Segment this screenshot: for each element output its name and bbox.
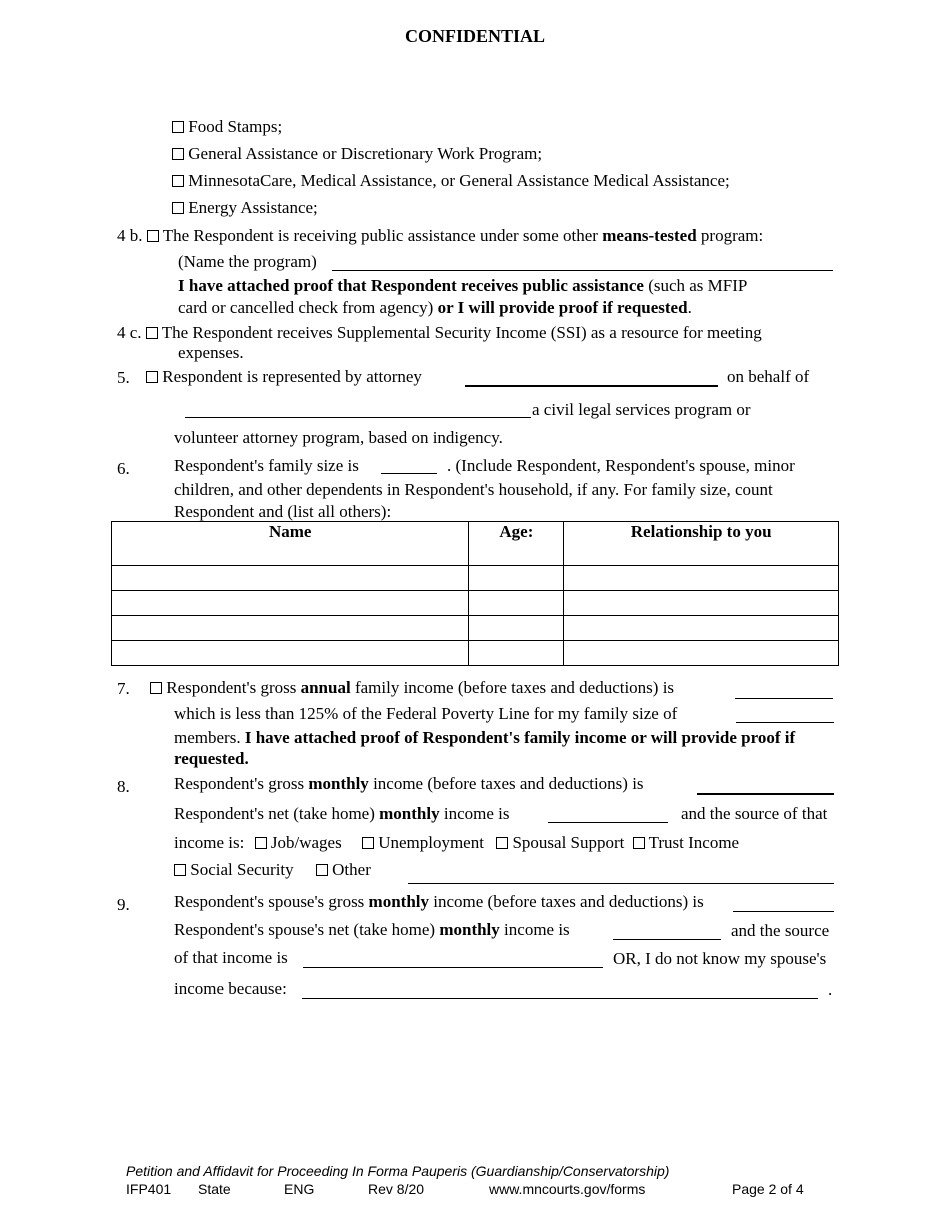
food-stamps-checkbox[interactable] <box>172 121 184 133</box>
item-7-number: 7. <box>117 679 130 698</box>
relationship-cell[interactable] <box>564 566 839 591</box>
page-title: CONFIDENTIAL <box>404 26 546 46</box>
item-8-bold: monthly <box>308 774 369 793</box>
spouse-income-source-field[interactable] <box>303 967 603 968</box>
food-stamps-label: Food Stamps; <box>188 117 283 136</box>
item-9-text3b: OR, I do not know my spouse's <box>613 949 827 968</box>
item-8-bold2: monthly <box>379 804 440 823</box>
general-assistance-option[interactable] <box>172 144 542 164</box>
age-cell[interactable] <box>469 616 564 641</box>
item-7-checkbox[interactable] <box>150 682 162 694</box>
spouse-net-income-field[interactable] <box>613 939 721 940</box>
medical-assistance-label: MinnesotaCare, Medical Assistance, or General Assistance Medical Assistance; <box>188 171 730 190</box>
relationship-cell[interactable] <box>564 616 839 641</box>
proof-end: . <box>687 298 692 317</box>
name-column-header: Name <box>112 522 469 566</box>
proof-bold2-text: or I will provide proof if requested <box>437 298 688 317</box>
family-size-field[interactable] <box>381 473 437 474</box>
item-5-checkbox[interactable] <box>146 371 158 383</box>
other-label: Other <box>332 860 371 879</box>
item-6-line2: children, and other dependents in Respondent's household, if any. For family size, count <box>174 480 773 499</box>
other-source-field[interactable] <box>408 883 834 884</box>
footer-title: Petition and Affidavit for Proceeding In Forma Pauperis (Guardianship/Conservatorship) <box>126 1163 670 1179</box>
food-stamps-option[interactable] <box>172 117 282 137</box>
item-9-number: 9. <box>117 895 130 914</box>
proof-line2-text: card or cancelled check from agency) <box>178 298 438 317</box>
other-checkbox[interactable] <box>316 864 328 876</box>
item-4b-checkbox[interactable] <box>147 230 159 242</box>
item-6-line3: Respondent and (list all others): <box>174 502 392 521</box>
item-8-line1 <box>174 774 644 794</box>
net-monthly-income-field[interactable] <box>548 822 668 823</box>
item-4b-number: 4 b. <box>117 226 143 245</box>
age-cell[interactable] <box>469 591 564 616</box>
item-9-text2b: income is <box>499 920 570 939</box>
item-8-text2b: income is <box>439 804 510 823</box>
age-cell[interactable] <box>469 641 564 666</box>
income-source-row2 <box>174 860 371 880</box>
on-behalf-of-text: on behalf of <box>727 367 810 386</box>
energy-assistance-option[interactable] <box>172 198 318 218</box>
name-cell[interactable] <box>112 591 469 616</box>
program-name-label: (Name the program) <box>178 252 317 271</box>
item-4c-line1 <box>117 323 762 343</box>
item-4c-line2: expenses. <box>178 343 244 362</box>
name-cell[interactable] <box>112 566 469 591</box>
footer-state: State <box>198 1181 231 1197</box>
item-4b-text-end: program: <box>696 226 764 245</box>
age-column-header: Age: <box>469 522 564 566</box>
name-cell[interactable] <box>112 616 469 641</box>
item-8-text1a: Respondent's gross <box>174 774 309 793</box>
item-6-number: 6. <box>117 459 130 478</box>
item-7-line4 <box>174 749 249 769</box>
relationship-column-header: Relationship to you <box>564 522 839 566</box>
item-4b-line1 <box>117 226 763 246</box>
trust-income-label: Trust Income <box>648 833 740 852</box>
trust-income-checkbox[interactable] <box>633 837 645 849</box>
unemployment-checkbox[interactable] <box>362 837 374 849</box>
proof-text: (such as MFIP <box>643 276 748 295</box>
item-9-bold2: monthly <box>439 920 500 939</box>
table-row <box>112 641 839 666</box>
item-9-period: . <box>828 980 833 999</box>
item-7-bold2: I have attached proof of Respondent's family income or will provide proof if <box>244 728 796 747</box>
income-source-row1 <box>174 833 739 853</box>
item-9-line2 <box>174 920 570 940</box>
spousal-support-label: Spousal Support <box>512 833 625 852</box>
family-members-table <box>111 521 839 666</box>
general-assistance-checkbox[interactable] <box>172 148 184 160</box>
item-4b-text: The Respondent is receiving public assistance under some other <box>162 226 603 245</box>
medical-assistance-option[interactable] <box>172 171 730 191</box>
item-5-number: 5. <box>117 368 130 387</box>
item-4b-bold: means-tested <box>602 226 697 245</box>
item-8-text2a: Respondent's net (take home) <box>174 804 380 823</box>
gross-monthly-income-field[interactable] <box>697 793 834 795</box>
social-security-label: Social Security <box>190 860 294 879</box>
item-7-bold3: requested. <box>174 749 249 768</box>
poverty-family-size-field[interactable] <box>736 722 834 723</box>
footer-language: ENG <box>284 1181 315 1197</box>
item-4c-number: 4 c. <box>117 323 142 342</box>
general-assistance-label: General Assistance or Discretionary Work Program; <box>188 144 543 163</box>
item-9-text3a: of that income is <box>174 948 288 967</box>
item-7-bold: annual <box>300 678 351 697</box>
job-wages-checkbox[interactable] <box>255 837 267 849</box>
energy-assistance-checkbox[interactable] <box>172 202 184 214</box>
legal-program-field[interactable] <box>185 417 531 418</box>
item-5-line3: volunteer attorney program, based on indigency. <box>174 428 503 447</box>
item-7-text1a: Respondent's gross <box>166 678 301 697</box>
item-7-line2: which is less than 125% of the Federal Poverty Line for my family size of <box>174 704 678 723</box>
name-cell[interactable] <box>112 641 469 666</box>
item-6-text1b: . (Include Respondent, Respondent's spouse, minor <box>447 456 795 475</box>
item-8-line2 <box>174 804 509 824</box>
spouse-gross-income-field[interactable] <box>733 911 834 912</box>
item-7-line1 <box>150 678 674 698</box>
item-4b-proof-line2 <box>178 298 692 318</box>
item-8-text1b: income (before taxes and deductions) is <box>368 774 644 793</box>
footer-revision: Rev 8/20 <box>368 1181 425 1197</box>
spousal-support-checkbox[interactable] <box>496 837 508 849</box>
item-8-number: 8. <box>117 777 130 796</box>
unemployment-label: Unemployment <box>378 833 484 852</box>
item-7-text3a: members. <box>174 728 245 747</box>
proof-bold-text: I have attached proof that Respondent receives public assistance <box>178 276 644 295</box>
item-7-text1b: family income (before taxes and deductions) is <box>350 678 675 697</box>
relationship-cell[interactable] <box>564 641 839 666</box>
relationship-cell[interactable] <box>564 591 839 616</box>
social-security-checkbox[interactable] <box>174 864 186 876</box>
attorney-name-field[interactable] <box>465 385 718 387</box>
item-9-text4a: income because: <box>174 979 287 998</box>
footer-url[interactable]: www.mncourts.gov/forms <box>489 1181 646 1197</box>
item-9-text2a: Respondent's spouse's net (take home) <box>174 920 440 939</box>
item-5-text: Respondent is represented by attorney <box>162 367 422 386</box>
item-7-line3 <box>174 728 795 748</box>
item-4b-proof-line1 <box>178 276 747 296</box>
table-row <box>112 566 839 591</box>
annual-income-field[interactable] <box>735 698 833 699</box>
age-cell[interactable] <box>469 566 564 591</box>
table-row <box>112 591 839 616</box>
item-9-text2c: and the source <box>731 921 830 940</box>
item-4c-checkbox[interactable] <box>146 327 158 339</box>
job-wages-label: Job/wages <box>270 833 342 852</box>
item-8-text2c: and the source of that <box>681 804 828 823</box>
item-5-line1 <box>146 367 422 387</box>
energy-assistance-label: Energy Assistance; <box>188 198 318 217</box>
program-name-field[interactable] <box>332 270 833 271</box>
item-6-text1a: Respondent's family size is <box>174 456 359 475</box>
item-9-text1b: income (before taxes and deductions) is <box>429 892 704 911</box>
income-source-label: income is: <box>174 833 245 852</box>
item-9-bold: monthly <box>368 892 430 911</box>
medical-assistance-checkbox[interactable] <box>172 175 184 187</box>
item-9-line1 <box>174 892 704 912</box>
footer-page-number: Page 2 of 4 <box>732 1181 804 1197</box>
footer-form-number: IFP401 <box>126 1181 172 1197</box>
item-5-line2: a civil legal services program or <box>532 400 751 419</box>
item-4c-text: The Respondent receives Supplemental Security Income (SSI) as a resource for meeting <box>161 323 762 342</box>
unknown-income-reason-field[interactable] <box>302 998 818 999</box>
table-row <box>112 616 839 641</box>
item-9-text1a: Respondent's spouse's gross <box>174 892 369 911</box>
